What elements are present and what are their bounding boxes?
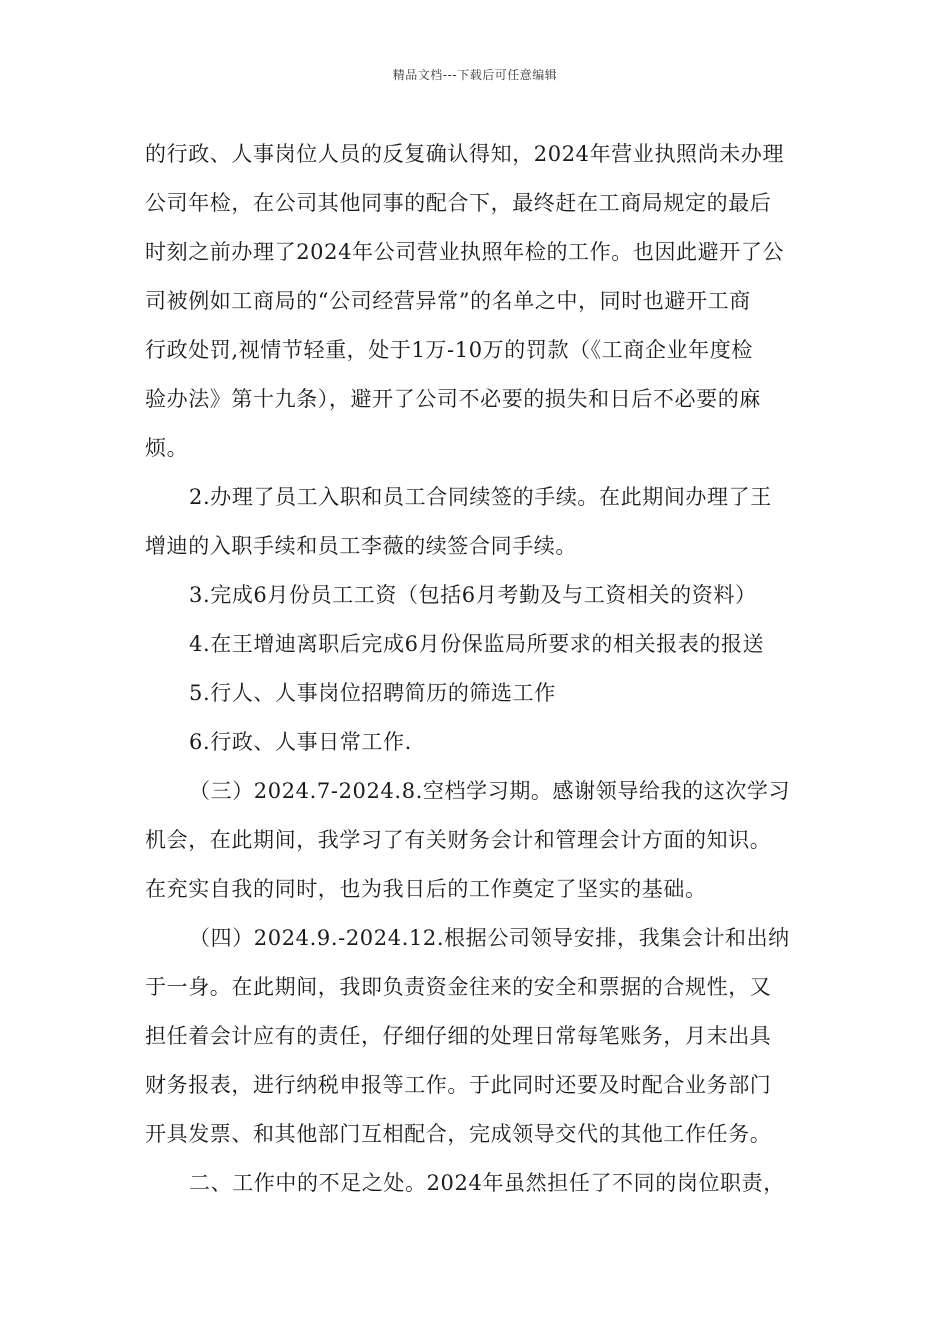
text-line: 于一身。在此期间，我即负责资金往来的安全和票据的合规性，又	[145, 975, 772, 999]
text-line: 行政处罚,视情节轻重，处于1万-10万的罚款（《工商企业年度检	[145, 338, 753, 362]
document-body	[145, 130, 810, 1208]
text-line: 3.完成6月份员工工资（包括6月考勤及与工资相关的资料）	[189, 583, 757, 607]
text-line: 6.行政、人事日常工作.	[189, 730, 412, 754]
text-line: 烦。	[145, 436, 189, 460]
text-line: 公司年检，在公司其他同事的配合下，最终赶在工商局规定的最后	[145, 191, 772, 215]
page-header: 精品文档---下载后可任意编辑	[392, 68, 558, 82]
text-line: 增迪的入职手续和员工李薇的续签合同手续。	[145, 534, 577, 558]
text-line: 开具发票、和其他部门互相配合，完成领导交代的其他工作任务。	[145, 1122, 772, 1146]
text-line: 验办法》第十九条），避开了公司不必要的损失和日后不必要的麻	[145, 387, 761, 411]
text-line: 二、工作中的不足之处。2024年虽然担任了不同的岗位职责，	[189, 1171, 785, 1195]
text-line: 机会，在此期间，我学习了有关财务会计和管理会计方面的知识。	[145, 828, 772, 852]
text-line: 4.在王增迪离职后完成6月份保监局所要求的相关报表的报送	[189, 632, 765, 656]
text-line: 财务报表，进行纳税申报等工作。于此同时还要及时配合业务部门	[145, 1073, 772, 1097]
text-line: 司被例如工商局的“公司经营异常”的名单之中，同时也避开工商	[145, 289, 751, 313]
text-line: 的行政、人事岗位人员的反复确认得知，2024年营业执照尚未办理	[145, 142, 785, 166]
text-line: （四）2024.9.-2024.12.根据公司领导安排，我集会计和出纳	[189, 926, 790, 950]
text-line: 在充实自我的同时，也为我日后的工作奠定了坚实的基础。	[145, 877, 707, 901]
text-line: 时刻之前办理了2024年公司营业执照年检的工作。也因此避开了公	[145, 240, 785, 264]
text-line: （三）2024.7-2024.8.空档学习期。感谢领导给我的这次学习	[189, 779, 791, 803]
text-line: 担任着会计应有的责任，仔细仔细的处理日常每笔账务，月末出具	[145, 1024, 772, 1048]
text-line: 5.行人、人事岗位招聘简历的筛选工作	[189, 681, 556, 705]
text-line: 2.办理了员工入职和员工合同续签的手续。在此期间办理了王	[189, 485, 772, 509]
